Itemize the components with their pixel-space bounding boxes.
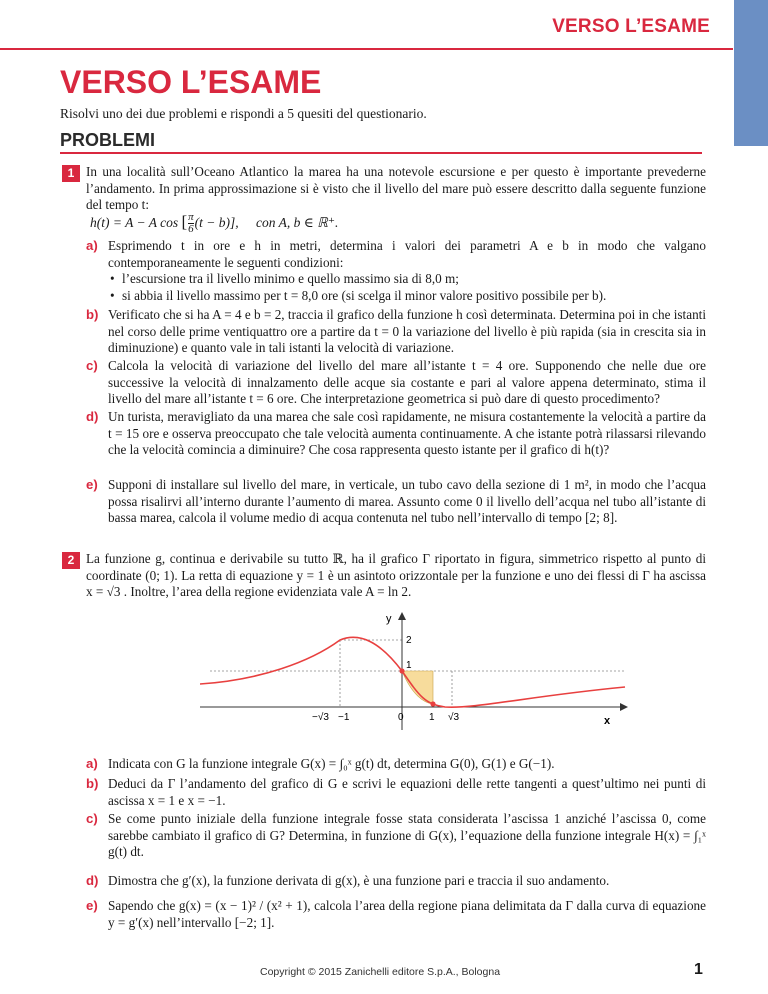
x-tick-1: 1 (429, 712, 435, 723)
item-text: Deduci da Γ l’andamento del grafico di G e scrivi le equazioni delle rette tangenti a quest’ultimo nei punti di ascissa x = 1 e x = −1. (108, 776, 706, 808)
bullet-item: • l’escursione tra il livello minimo e quello massimo sia di 8,0 m; (122, 271, 706, 288)
problem-1-item-d (86, 409, 706, 459)
problem-1-intro: In una località sull’Oceano Atlantico la marea ha una notevole escursione e per questo è importante prevederne l’andamento. In prima approssimazione si è visto che il livello del mare può essere descritto dalla seguente funzione del tempo t: (86, 164, 706, 213)
item-label: c) (86, 358, 98, 373)
x-axis-arrow (620, 703, 628, 711)
item-text: Sapendo che g(x) = (x − 1)² / (x² + 1), calcola l’area della regione piana delimitata da Γ dalla curva di equazione y = g′(x) nell’intervallo [−2; 1]. (108, 898, 706, 930)
item-text: Un turista, meravigliato da una marea che sale così rapidamente, ne misura costantemente la velocità a partire da t = 15 ore e osserva preoccupato che tale velocità aumenta continuamente. A che istante potrà rilassarsi rilevando che la velocità comincia a diminuire? Che cosa rappresenta questo istante per il grafico di h(t)? (108, 409, 706, 458)
item-label: c) (86, 811, 98, 826)
problem-2-item-d (86, 873, 706, 890)
bullet-list (108, 271, 706, 304)
problem-2-item-a (86, 756, 706, 773)
y-tick-2: 2 (406, 635, 412, 646)
intro-text: Risolvi uno dei due problemi e rispondi a 5 quesiti del questionario. (60, 106, 427, 121)
item-label: d) (86, 873, 99, 888)
problem-2-item-b (86, 776, 706, 809)
item-label: e) (86, 477, 98, 492)
problem-1-item-c (86, 358, 706, 408)
highlighted-region (402, 671, 433, 704)
y-tick-1: 1 (406, 660, 412, 671)
header-rule (0, 48, 733, 50)
problem-2-number: 2 (62, 552, 80, 569)
y-axis-label: y (386, 613, 392, 625)
formula-frac-den: 6 (188, 223, 194, 236)
symmetry-point (399, 668, 404, 673)
problem-2-item-c (86, 811, 706, 861)
section-title: PROBLEMI (60, 130, 156, 150)
x-axis-label: x (604, 715, 611, 727)
problem-1-formula: h(t) = A − A cos [ $\frac{\pi}{6}$ (t − b)], con A, b ∈ ℝ⁺. (90, 211, 339, 236)
bullet-item: • si abbia il livello massimo per t = 8,0 ore (si scelga il minor valore positivo possibile per b). (122, 288, 706, 305)
problem-1-item-e (86, 477, 706, 527)
problem-1-number: 1 (62, 165, 80, 182)
footer-copyright: Copyright © 2015 Zanichelli editore S.p.A., Bologna (260, 966, 501, 978)
item-label: b) (86, 307, 99, 322)
x-tick-minus-sqrt3: −√3 (312, 712, 329, 723)
page-title: VERSO L’ESAME (60, 64, 322, 100)
side-tab (734, 0, 768, 146)
problem-2-figure (200, 612, 630, 730)
item-text: Dimostra che g′(x), la funzione derivata di g(x), è una funzione pari e traccia il suo andamento. (108, 873, 610, 888)
x-tick-sqrt3: √3 (448, 712, 460, 723)
formula-lhs: h(t) = A − A cos (90, 215, 179, 230)
item-label: a) (86, 756, 98, 771)
formula-condition: con A, b ∈ ℝ⁺. (256, 215, 339, 230)
y-axis-arrow (398, 612, 406, 620)
page-number: 1 (694, 961, 703, 978)
section-rule (60, 152, 702, 154)
item-label: e) (86, 898, 98, 913)
formula-rhs: (t − b)], (194, 215, 239, 230)
formula-frac-num: π (188, 211, 194, 224)
minimum-point (430, 701, 435, 706)
item-label: b) (86, 776, 99, 791)
x-tick-0: 0 (398, 712, 404, 723)
item-text: Esprimendo t in ore e h in metri, determina i valori dei parametri A e b in modo che valgano contemporaneamente le seguenti condizioni: (108, 238, 706, 270)
item-text: Indicata con G la funzione integrale G(x) = ∫₀ˣ g(t) dt, determina G(0), G(1) e G(−1). (108, 756, 555, 771)
x-tick-minus-1: −1 (338, 712, 350, 723)
item-text: Se come punto iniziale della funzione integrale fosse stata considerata l’ascissa 1 anziché l’ascissa 0, come sarebbe cambiato il grafico di G? Determina, in funzione di G(x), l’equazione della funzione integrale H(x) = ∫₁ˣ g(t) dt. (108, 811, 706, 860)
item-text: Calcola la velocità di variazione del livello del mare all’istante t = 4 ore. Supponendo che nelle due ore successive la velocità di innalzamento delle acque sia costante e pari al valore appena determinato, stima il livello del mare all’istante t = 6 ore. Che interpretazione geometrica si può dare di questo procedimento? (108, 358, 706, 407)
problem-2-item-e (86, 898, 706, 931)
problem-2-intro: La funzione g, continua e derivabile su tutto ℝ, ha il grafico Γ riportato in figura, simmetrico rispetto al punto di coordinate (0; 1). La retta di equazione y = 1 è un asintoto orizzontale per la funzione e uno dei flessi di Γ ha ascissa x = √3 . Inoltre, l’area della regione evidenziata vale A = ln 2. (86, 551, 706, 600)
item-label: d) (86, 409, 99, 424)
header-title: VERSO L’ESAME (552, 16, 710, 37)
problem-1-item-b (86, 307, 706, 357)
problem-1-item-a (86, 238, 706, 304)
item-label: a) (86, 238, 98, 253)
item-text: Verificato che si ha A = 4 e b = 2, traccia il grafico della funzione h così determinata. Determina poi in che istanti nel corso delle prime ventiquattro ore a partire da t = 0 la variazione del livello è più rapida (sia in crescita sia in diminuzione) e quanto vale in tali istanti la velocità di variazione. (108, 307, 706, 356)
item-text: Supponi di installare sul livello del mare, in verticale, un tubo cavo della sezione di 1 m², in modo che l’acqua possa risalirvi all’interno durante l’aumento di marea. Assunto come 0 il livello dell’acqua nel tubo all’istante di bassa marea, calcola il volume medio di acqua contenuta nel tubo nell’intervallo di tempo [2; 8]. (108, 477, 706, 526)
